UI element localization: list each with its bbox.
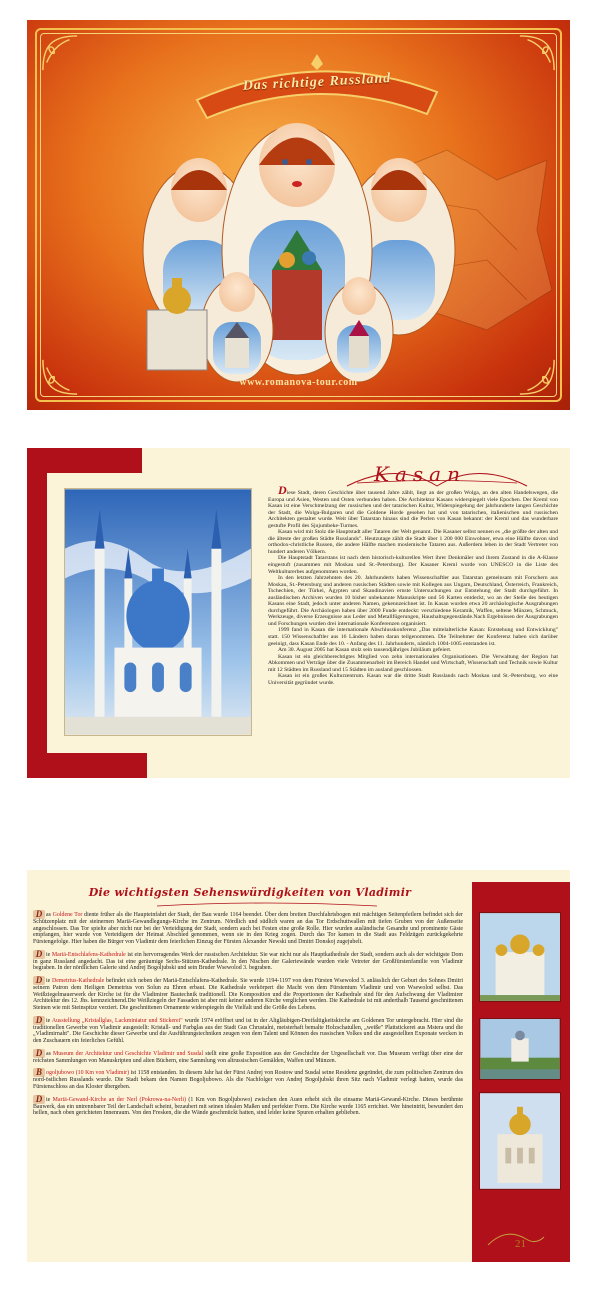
kasan-body-text	[268, 483, 558, 686]
highlight-term: ogoljubowo (10 Km von Vladimir)	[46, 1070, 130, 1077]
section-paragraph: D as Goldene Tor diente früher als die Haupteinfahrt der Stadt, der Bau wurde 1164 beendet. Über dem breiten Durchfahrtsbogen mit mächtigen Seitenpfeilern befindet sich der Schützenplatz mit der steinernen Mariä-Gewandlegungs-Kirche im Zentrum. Nördlich und südlich waren an das Tor Erdschuttwallen mit tiefen Gruben von der Außenseite angeschlossen. Das Tor spielte aber nicht nur bei der Verteidigung der Stadt, sondern auch bei Festen eine große Rolle. Hier wurden ausländische Gesandte und prominente Gäste empfangen, hier wurde von Verteidigern der Heimat Abschied genommen, wenn sie in den Krieg zogen. Durch das Tor kamen in die Stadt aus Feldzügen zurückgekehrte Fürstengefolge. Hier haben die Bürger von Vladimir dem feierlichen Einzug der Fürsten Alexander Newski und Dmitri Donskoj zugejubelt.	[33, 909, 463, 945]
section-paragraph: D ie Mariä-Entschlafens-Kathedrale ist ein hervorragendes Werk der russischen Architektur. Sie war nicht nur als Hauptkathedrale der Stadt, sondern auch als der wichtigste Dom in ganz Russland angedacht. Das ist eine geräumige Sechs-Stützen-Kathedrale. In den Nischen der Galeriewände wurden viele Vetreter der Großfürstenfamilie von Vladimir begraben. In der nördlichen Galerie sind Andrej Bogoljubski und sein Bruder Wsewolod 3. begraben.	[33, 948, 463, 972]
highlight-term: Mariä-Entschlafens-Kathedrale	[51, 951, 126, 958]
drop-cap: D	[33, 1016, 45, 1025]
highlight-term: Mariä-Gewand-Kirche an der Nerl (Pokrowa-na-Nerli)	[52, 1096, 186, 1103]
pokrova-church-photo	[479, 1018, 561, 1080]
paragraph: Kasan ist ein gleichberechtigtes Mitglied von zehn internationalen Organisationen. Die Verwaltung der Region hat Abkommen und Verträge über die Zusammenarbeit im Bereich Handel und Wirtschaft, Wissenschaft und Technik sowie Kultur mit 12 Städten im Russland und 15 Städten im ausland geschlossen.	[268, 653, 558, 673]
page-gutter	[464, 870, 472, 1262]
paragraph: 1999 fand in Kasan die internationale Abschlusskonferenz „Das mittelalterliche Kasan: Entstehung und Entwicklung" statt. 150 Wissenschaftler aus 16 Ländern haben daran teilgenommen. Die Teilnehmer der Konferenz haben sich darüber geeinigt, dass Kasan Ende des 10. - Anfang des 11. Jahrhunderts, nämlich 1004-1005 entstanden ist.	[268, 627, 558, 647]
cover-title: Das richtige Russland	[242, 71, 392, 94]
matryoshka-dolls-illustration	[127, 100, 467, 390]
kul-sharif-mosque-photo	[64, 488, 252, 736]
red-border-top	[27, 448, 142, 473]
website-url[interactable]: www.romanova-tour.com	[239, 377, 358, 388]
vladimir-body-text	[33, 910, 463, 1121]
drop-cap: D	[278, 483, 287, 497]
drop-cap: D	[33, 976, 45, 985]
section-paragraph: B ogoljubowo (10 Km von Vladimir) ist 1158 entstanden. In diesem Jahr hat der Fürst Andrej von Rostow und Susdal seine Residenz gegründet, die zum politischen Zentrum des nord-östlichen Russlands wurde. Die Stadt bekam den Namen Bogoljubowo. Als die Nachfolger von Andrej Bogoljubski ihren Sitz nach Vladimir verlegt hatten, wurde das Fürstenschloss an das Kloster übergeben.	[33, 1067, 463, 1090]
corner-ornament-icon	[41, 34, 79, 72]
red-border-bottom	[27, 753, 147, 778]
drop-cap: D	[33, 1095, 45, 1104]
drop-cap: D	[33, 950, 45, 959]
corner-ornament-icon	[518, 34, 556, 72]
highlight-term: Demetrius-Kathedrale	[51, 977, 105, 984]
section-paragraph: D as Museum der Architektur und Geschichte Vladimir und Susdal stellt eine große Exposition aus der Geschichte der Urgesellschaft vor. Das Museum verfügt über eine der reichsten Sammlungen von Manuskripten und alten Büchern, eine Sammlung von altrussischen Gemälden, Waffen und Münzen.	[33, 1047, 463, 1064]
demetrius-cathedral-photo	[479, 1092, 561, 1190]
drop-cap: D	[33, 1049, 45, 1058]
highlight-term: Museum der Architektur und Geschichte Vladimir und Susdal	[52, 1050, 204, 1057]
paragraph: Die Hauptstadt Tatarstans ist nach dem historisch-kulturellen Wert ihrer Denkmäler und ihrem Zustand in die A-Klasse eingestuft (zusammen mit Moskau und St.-Petersburg). Der Kasaner Kreml wurde von UNESCO in die Liste des Weltkulturerbes aufgenommen worden.	[268, 555, 558, 575]
red-border-left	[27, 448, 47, 778]
page-number: 21	[515, 1238, 526, 1250]
drop-cap: B	[33, 1068, 45, 1077]
section-paragraph: D ie Ausstellung „Kristallglas, Lackminiatur und Stickerei" wurde 1974 eröffnet und ist in der Altgläubigen-Dreifaltigkeitskirche am Goldenen Tor untergebracht. Hier sind die traditionellen Gewerbe von Vladimir ausgestellt: Kristall- und Farbglas aus der Stadt Gus Chrustalni, meisterhaft bemalte Holzschatullen, „weiße" Plattstickerei aus Mstera und die „Vladimirnaht". Die Geschichte dieser Gewerbe und die Ausführungstechniken zeugen von dem Talent und Können des russischen Volkes und die ausgestellten Exponate wecken in den Zuschauern ein feierliches Gefühl.	[33, 1014, 463, 1044]
kasan-title: Kasan	[374, 462, 466, 486]
paragraph: Kasan ist ein großes Kulturzentrum. Kasan war die dritte Stadt Russlands nach Moskau und St.-Petersburg, wo eine Universität gegründet wurde.	[268, 673, 558, 686]
paragraph: Diese Stadt, deren Geschichte über tausend Jahre zählt, liegt an der großen Wolga, an den alten Handelswegen, die Europa und Asien, Westen und Osten verbunden haben. Die Architektur Kasans widerspiegelt viele Epochen. Der Kreml von Kasan ist eine Verschmelzung der russischen und der tatarischen Kultur, Widerspiegelung der jahrhunderte langen Geschichte der Stadt, die Wolga-Bulgaren und die Goldene Horde gesehen hat und von tatarischen, italienischen und russischen Architekten gestaltet wurde. Weit über Tatarstan hinaus sind die Perlen von Kasan bekannt: der Kreml und das wunderbare gestufte Profil des Sjujumbeke-Turmes.	[268, 483, 558, 529]
section-paragraph: D ie Demetrius-Kathedrale befindet sich neben der Mariä-Entschlafens-Kathedrale. Sie wurde 1194-1197 von dem Fürsten Wsewolod 3. anlässlich der Geburt des Sohnes Dmitri seinem Patron dem Heiligen Demetrius von Solun zu Ehren erbaut. Die Kathedrale verkörpert die Macht von dem Fürstentum Vladimir und von Wsewolod selbst. Das Weißziegelmauerwerk der Kirche ist für die Vladimirer Bautechnik traditionell. Die Komposition und die Proportionen der Kathedrale sind für den Aufschwung der Vladimirer Architektur des 12. Jhs. kennzeichnend.Die Weißziegeln der Fassaden ist aber mit keiner anderen Kirche verglichen werden. Die Kathedrale ist mit anderthalb Tausend geschnittenen Steinen wie mit Steinspitze verziert. Die geschnittenen Ornamente widerspiegeln die Vielfalt und die Größe des Lebens.	[33, 974, 463, 1011]
highlight-term: Ausstellung „Kristallglas, Lackminiatur und Stickerei"	[51, 1017, 183, 1024]
section-paragraph: D ie Mariä-Gewand-Kirche an der Nerl (Pokrowa-na-Nerli) (1 Km von Bogoljubowo) zwischen den Auen erhebt sich die einsame Mariä-Gewand-Kirche. Dieses berühmte Bauwerk, das ein untrennbarer Teil der Landschaft scheint, bezaubert mit seinen idealen Maßen und perfekter Form. Die Kirche wurde 1165 errichtet. Wer hineintritt, bewundert den hellen, nach oben gerichteten Innenraum. Von den Fresken, die die Wände geschmückt hatten, sind leider keine Spuren erhalten geblieben.	[33, 1093, 463, 1117]
paragraph: In den letzten Jahrzehnten des 20. Jahrhunderts haben Wissenschaftler aus Tatarstan gemeinsam mit Forschern aus Moskau, St.-Petersburg und anderen russischen Städten sowie mit Kollegen aus Ungarn, Deutschland, Österreich, Frankreich, Tschechien, der Türkei, Ägypten und Skandinavien ernste Untersuchungen zur Entstehung der Stadt durchgeführt. In ausländischen Archiven wurden 10 bisher unbekannte Manuskripte und 56 Karten entdeckt, wo an der Stelle des heutigen Kasans eine Stadt, jedoch unter anderen Namen, gekennzeichnet ist. In Kasan wurden etwa 20 archäologische Ausgrabungen durchgeführt. Die Archäologen haben über 2000 Funde entdeckt: verschiedene Keramik, Waffen, seltene Münzen, Schmuck, Werkzeuge, diverse Erzeugnisse aus Leder und Metallfügerungen, Haushaltsgegenstände.Nach Ergebnissen der Ausgrabungen und Forschungen wurden drei internationale Konferenzen organisiert.	[268, 575, 558, 627]
paragraph: Kasan wird mit Stolz die Hauptstadt aller Tataren der Welt genannt. Die Kasaner selbst nennen es „die größte der alten und die älteste der großen Städte Russlands". Heutzutage zählt die Stadt über 1 200 000 Einwohner, etwa eine Hälfte davon sind orthodox-christliche Russen, die andere Hälfte machen moslemische Tataren aus. Außerdem leben in der Stadt Vertreter von hundert anderen Völkern.	[268, 529, 558, 555]
vladimir-title: Die wichtigsten Sehenswürdigkeiten von Vladimir	[88, 886, 412, 899]
assumption-cathedral-photo	[479, 912, 561, 1002]
highlight-term: Goldene Tor	[52, 912, 83, 918]
drop-cap: D	[33, 910, 45, 919]
cover-page	[27, 20, 570, 410]
paragraph: Am 30. August 2005 hat Kasan stolz sein tausendjähriges Jubiläum gefeiert.	[278, 647, 452, 654]
